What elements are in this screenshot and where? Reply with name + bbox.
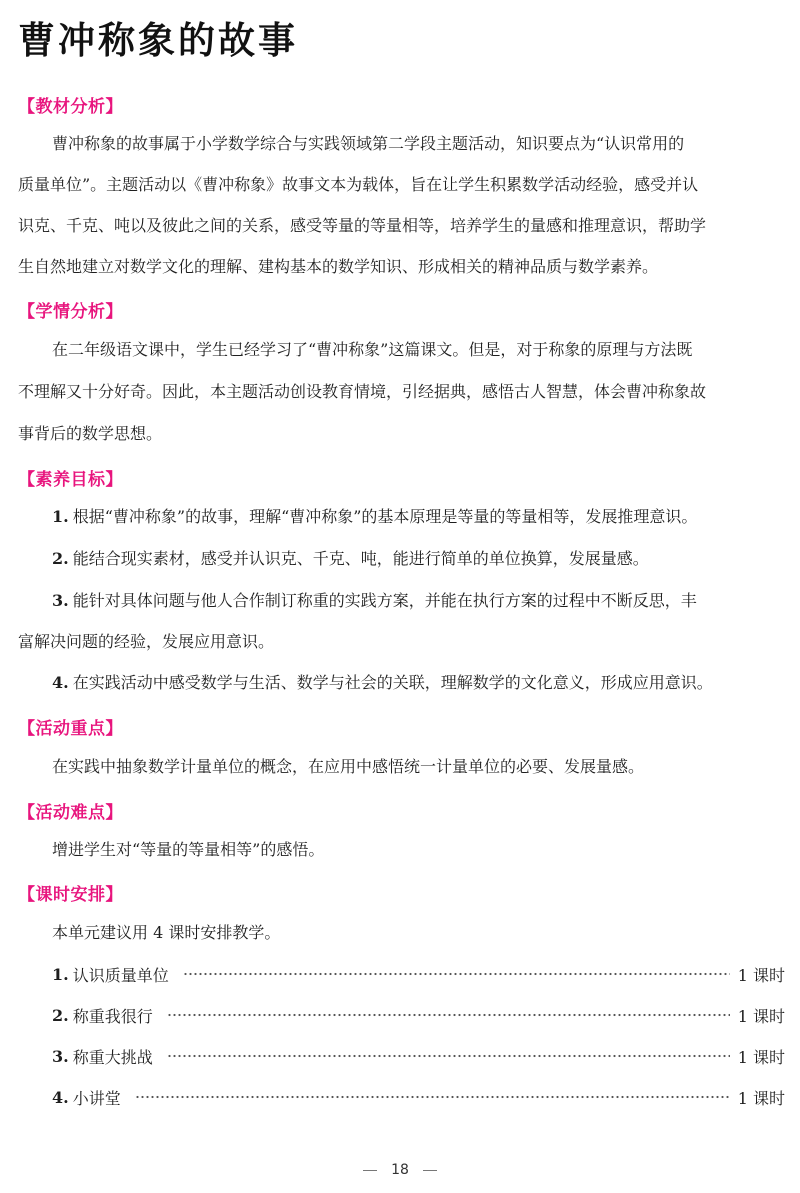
- goal-text-continued: 富解决问题的经验，发展应用意识。: [18, 632, 275, 651]
- goal-number: 1.: [52, 507, 69, 526]
- schedule-hours: 1 课时: [737, 1047, 785, 1067]
- paragraph-line: 增进学生对“等量的等量相等”的感悟。: [52, 840, 325, 859]
- schedule-hours: 1 课时: [737, 1088, 785, 1108]
- schedule-name: 小讲堂: [72, 1088, 121, 1108]
- section-heading-student-analysis: 【学情分析】: [18, 302, 123, 322]
- paragraph-line: 在二年级语文课中，学生已经学习了“曹冲称象”这篇课文。但是，对于称象的原理与方法既: [52, 340, 693, 359]
- page-number: 18: [391, 1162, 409, 1178]
- leader-dots: [167, 1012, 730, 1018]
- page-footer: [0, 1162, 800, 1178]
- paragraph-line: 事背后的数学思想。: [18, 424, 163, 443]
- goal-text: 根据“曹冲称象”的故事，理解“曹冲称象”的基本原理是等量的等量相等，发展推理意识。: [72, 507, 698, 526]
- schedule-item: [52, 1086, 785, 1108]
- leader-dots: [167, 1053, 730, 1059]
- leader-dots: [183, 971, 730, 977]
- footer-dash-left: [363, 1170, 377, 1171]
- schedule-intro: 本单元建议用 4 课时安排教学。: [52, 923, 281, 942]
- section-heading-textbook-analysis: 【教材分析】: [18, 97, 123, 117]
- page-title: 曹冲称象的故事: [18, 19, 298, 62]
- goal-number: 3.: [52, 591, 69, 610]
- schedule-name: 称重我很行: [72, 1006, 153, 1026]
- goal-item: [52, 548, 649, 570]
- schedule-item: [52, 1045, 785, 1067]
- goal-item: [52, 506, 697, 528]
- paragraph-line: 质量单位”。主题活动以《曹冲称象》故事文本为载体，旨在让学生积累数学活动经验，感受并认: [18, 175, 699, 194]
- schedule-hours: 1 课时: [737, 1006, 785, 1026]
- paragraph-line: 生自然地建立对数学文化的理解、建构基本的数学知识、形成相关的精神品质与数学素养。: [18, 257, 659, 276]
- goal-item: [52, 590, 697, 612]
- goal-item: [52, 672, 713, 694]
- footer-dash-right: [423, 1170, 437, 1171]
- goal-text: 能结合现实素材，感受并认识克、千克、吨，能进行简单的单位换算，发展量感。: [72, 549, 649, 568]
- paragraph-line: 识克、千克、吨以及彼此之间的关系，感受等量的等量相等，培养学生的量感和推理意识，帮助学: [18, 216, 707, 235]
- goal-text: 能针对具体问题与他人合作制订称重的实践方案，并能在执行方案的过程中不断反思，丰: [72, 591, 697, 610]
- section-heading-activity-difficulty: 【活动难点】: [18, 803, 123, 823]
- section-heading-activity-focus: 【活动重点】: [18, 719, 123, 739]
- schedule-number: 2.: [52, 1005, 69, 1025]
- schedule-number: 4.: [52, 1087, 69, 1107]
- paragraph-line: 曹冲称象的故事属于小学数学综合与实践领域第二学段主题活动，知识要点为“认识常用的: [52, 134, 685, 153]
- section-heading-class-schedule: 【课时安排】: [18, 885, 123, 905]
- schedule-number: 3.: [52, 1046, 69, 1066]
- schedule-item: [52, 1004, 785, 1026]
- goal-number: 4.: [52, 673, 69, 692]
- paragraph-line: 不理解又十分好奇。因此，本主题活动创设教育情境，引经据典，感悟古人智慧，体会曹冲称象故: [18, 382, 707, 401]
- schedule-item: [52, 963, 785, 985]
- schedule-name: 称重大挑战: [72, 1047, 153, 1067]
- schedule-name: 认识质量单位: [72, 965, 169, 985]
- goal-number: 2.: [52, 549, 69, 568]
- schedule-hours: 1 课时: [737, 965, 785, 985]
- leader-dots: [135, 1094, 730, 1100]
- section-heading-literacy-goals: 【素养目标】: [18, 470, 123, 490]
- schedule-number: 1.: [52, 964, 69, 984]
- goal-text: 在实践活动中感受数学与生活、数学与社会的关联，理解数学的文化意义，形成应用意识。: [72, 673, 713, 692]
- paragraph-line: 在实践中抽象数学计量单位的概念，在应用中感悟统一计量单位的必要、发展量感。: [52, 757, 645, 776]
